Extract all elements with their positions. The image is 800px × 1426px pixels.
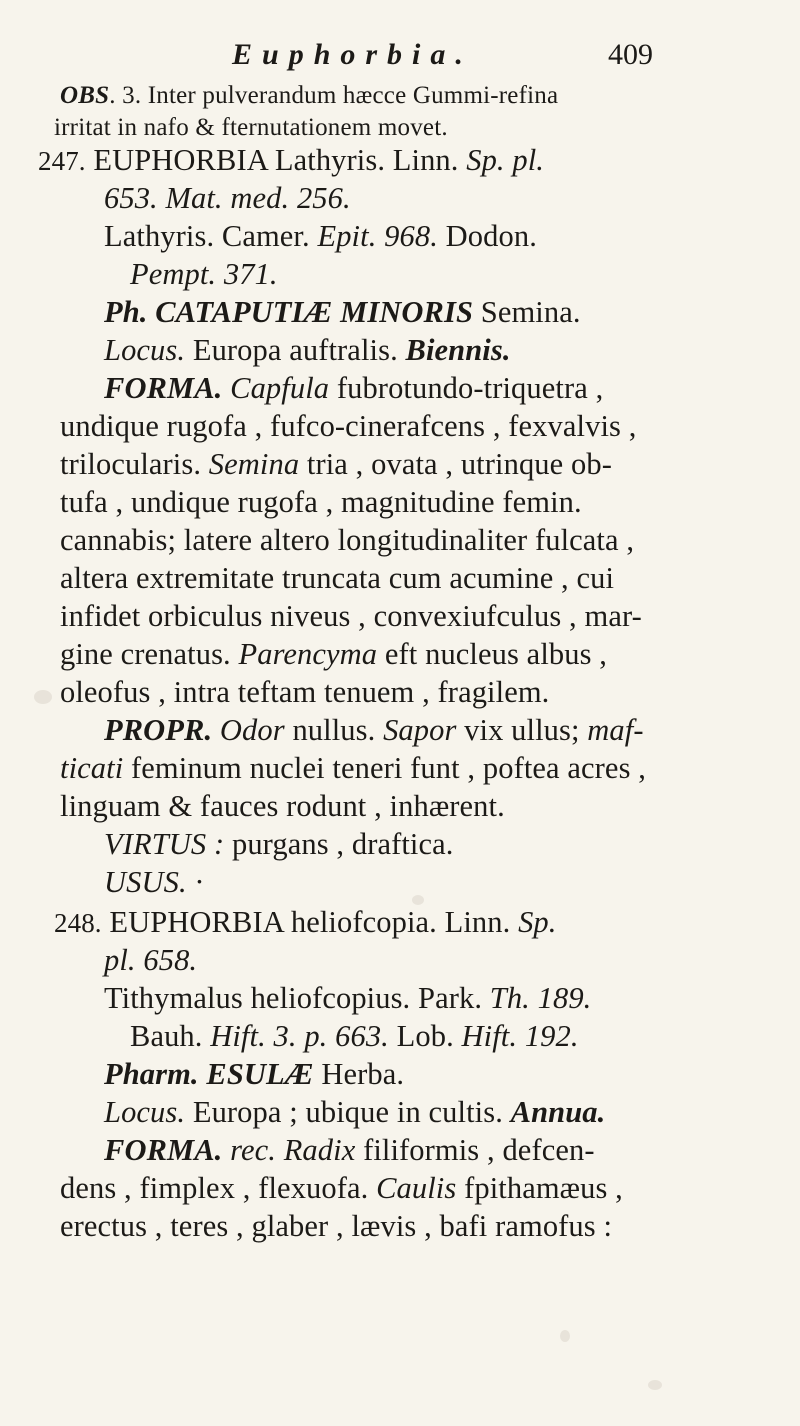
forma-line: FORMA. rec. Radix filiformis , defcen- <box>104 1133 595 1167</box>
locus-line: Locus. Europa auftralis. Biennis. <box>104 333 511 367</box>
text-line: Lathyris. Camer. Epit. 968. Dodon. <box>104 219 537 253</box>
forma-line: FORMA. Capfula fubrotundo-triquetra , <box>104 371 604 405</box>
text-line: oleofus , intra teftam tenuem , fragilem. <box>60 675 550 709</box>
text-line: OBS. 3. Inter pulverandum hæcce Gummi-refina <box>60 82 559 109</box>
locus-line: Locus. Europa ; ubique in cultis. Annua. <box>104 1095 606 1129</box>
virtus-line: VIRTUS : purgans , draftica. <box>104 827 454 861</box>
text-line: trilocularis. Semina tria , ovata , utrinque ob- <box>60 447 612 481</box>
paper-stain <box>560 1330 570 1342</box>
text-line: linguam & fauces rodunt , inhærent. <box>60 789 505 823</box>
text-line: ticati feminum nuclei teneri funt , poftea acres , <box>60 751 646 785</box>
paper-stain <box>34 690 52 704</box>
text-line: gine crenatus. Parencyma eft nucleus albus , <box>60 637 608 671</box>
text-line: erectus , teres , glaber , lævis , bafi ramofus : <box>60 1209 613 1243</box>
running-header <box>210 38 730 82</box>
text-line: dens , fimplex , flexuofa. Caulis fpithamæus , <box>60 1171 623 1205</box>
reference-line: Pempt. 371. <box>130 257 278 291</box>
text-line: Tithymalus heliofcopius. Park. Th. 189. <box>104 981 592 1015</box>
paper-stain <box>648 1380 662 1390</box>
text-line: irritat in nafo & fternutationem movet. <box>54 114 448 141</box>
text-line: cannabis; latere altero longitudinaliter fulcata , <box>60 523 635 557</box>
entry-heading: 247. EUPHORBIA Lathyris. Linn. Sp. pl. <box>38 143 545 177</box>
reference-line: 653. Mat. med. 256. <box>104 181 351 215</box>
propr-line: PROPR. Odor nullus. Sapor vix ullus; maf- <box>104 713 644 747</box>
pharmacy-line: Ph. CATAPUTIÆ MINORIS Semina. <box>104 295 581 329</box>
entry-heading: 248. EUPHORBIA heliofcopia. Linn. Sp. <box>54 905 557 939</box>
running-title: Euphorbia. <box>232 38 473 71</box>
text-line: Bauh. Hift. 3. p. 663. Lob. Hift. 192. <box>130 1019 579 1053</box>
page-number: 409 <box>608 38 653 71</box>
reference-line: pl. 658. <box>104 943 198 977</box>
text-line: tufa , undique rugofa , magnitudine femin. <box>60 485 582 519</box>
text-line: undique rugofa , fufco-cinerafcens , fexvalvis , <box>60 409 637 443</box>
text-line: altera extremitate truncata cum acumine , cui <box>60 561 615 595</box>
pharmacy-line: Pharm. ESULÆ Herba. <box>104 1057 405 1091</box>
usus-line: USUS. · <box>104 865 205 899</box>
text-line: infidet orbiculus niveus , convexiufculus , mar- <box>60 599 642 633</box>
paper-stain <box>412 895 424 905</box>
